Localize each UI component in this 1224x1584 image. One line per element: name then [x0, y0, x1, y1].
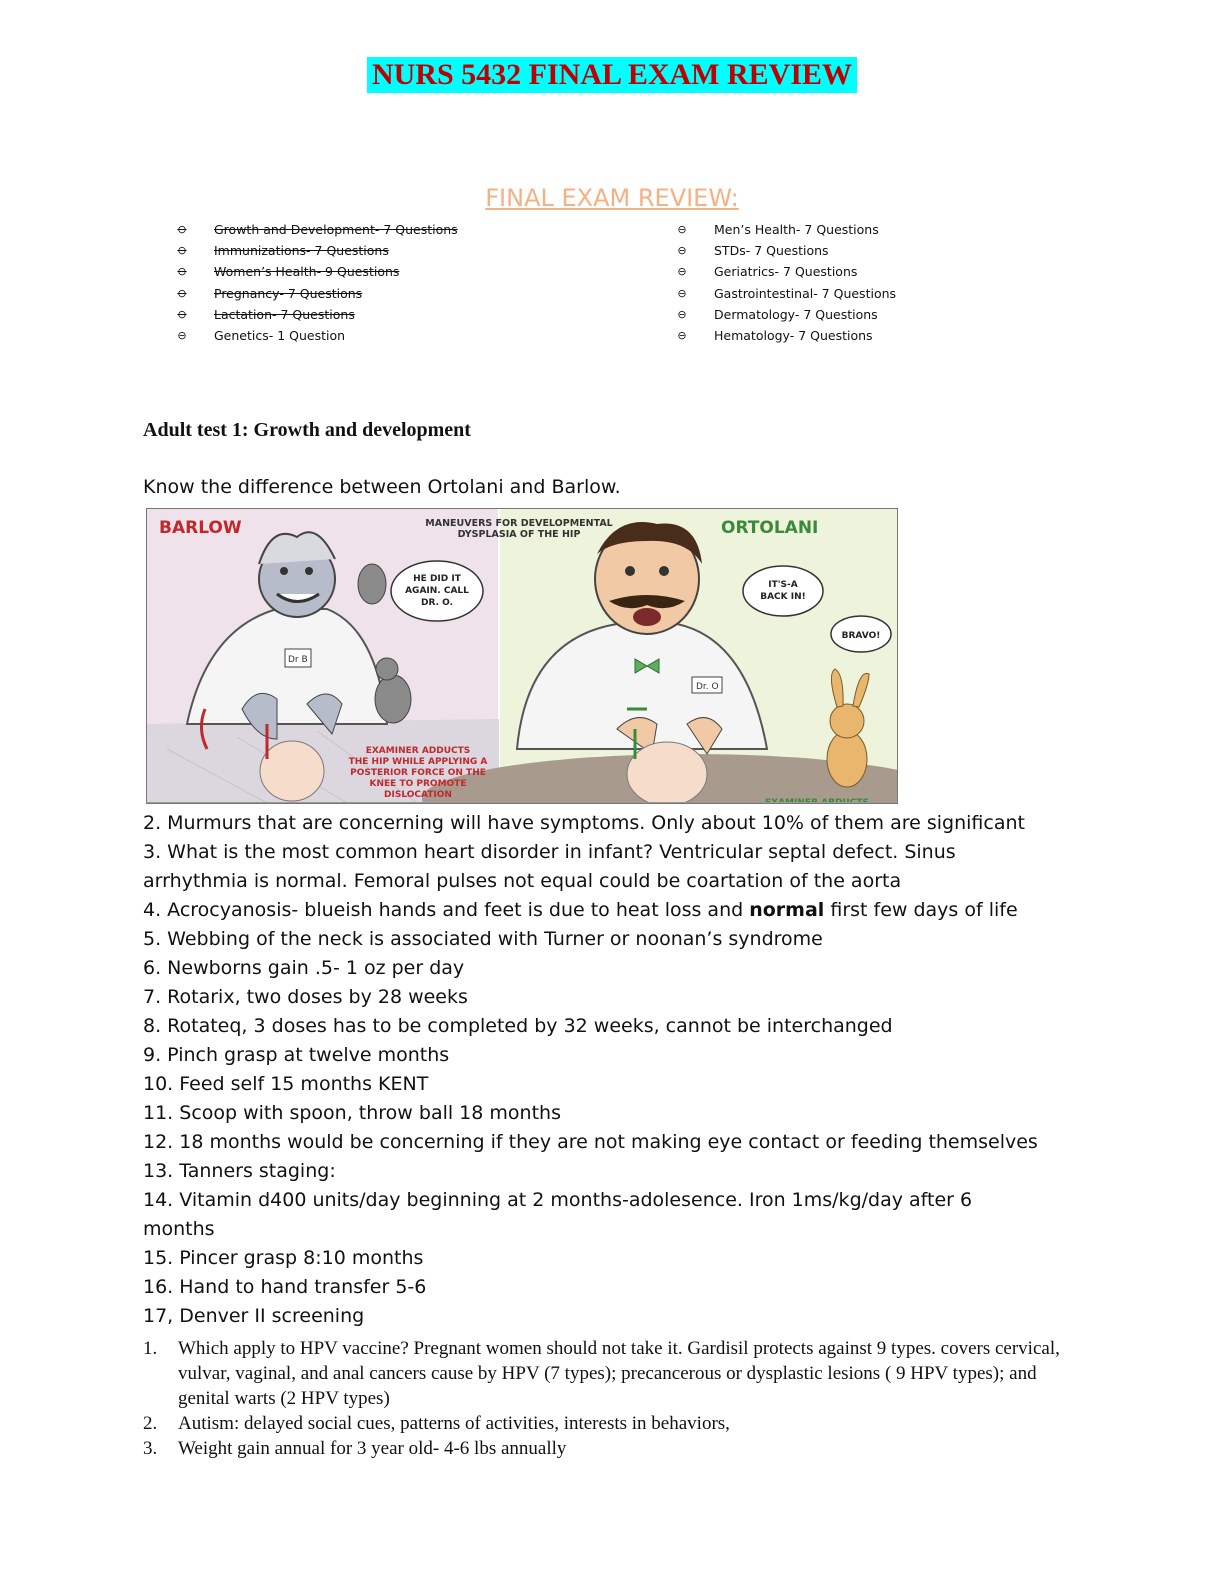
note-item: 12. 18 months would be concerning if they are not making eye contact or feeding themselves	[143, 1131, 1038, 1153]
topic-label: Men’s Health- 7 Questions	[714, 222, 879, 237]
bubble-ortolani-line-1: IT'S-A	[768, 580, 798, 590]
barlow-title: BARLOW	[159, 518, 242, 538]
bullet-icon: ⊖	[177, 328, 187, 342]
caption-barlow-1: EXAMINER ADDUCTS	[365, 746, 471, 756]
note-item: 16. Hand to hand transfer 5-6	[143, 1276, 427, 1298]
note-text: first few days of life	[824, 899, 1018, 921]
note-item: 5. Webbing of the neck is associated with Turner or noonan’s syndrome	[143, 928, 823, 950]
note-item: 6. Newborns gain .5- 1 oz per day	[143, 957, 465, 979]
bullet-icon: ⊖	[677, 265, 687, 279]
item-text: Weight gain annual for 3 year old- 4-6 lbs annually	[178, 1438, 567, 1459]
bullet-icon: ⊖	[177, 286, 187, 300]
note-text: 4. Acrocyanosis- blueish hands and feet is due to heat loss and	[143, 899, 750, 921]
bubble-barlow-line-3: DR. O.	[421, 598, 453, 608]
bubble-barlow-line-1: HE DID IT	[413, 574, 461, 584]
item-text: Which apply to HPV vaccine? Pregnant women should not take it. Gardisil protects against 9 types. covers cervical, vulvar, vaginal, and anal cancers cause by HPV (7 types); precancerous or dysplastic lesions ( 9 HPV types); and genital warts (2 HPV types)	[178, 1338, 1060, 1409]
topic-label: Lactation- 7 Questions	[214, 306, 355, 322]
bubble-ortolani-line-2: BACK IN!	[760, 592, 806, 602]
bullet-icon: ⊖	[677, 286, 687, 300]
item-number: 2.	[143, 1413, 158, 1434]
numbered-item	[143, 1411, 1073, 1436]
review-heading: FINAL EXAM REVIEW:	[485, 184, 739, 212]
caption-barlow-4: KNEE TO PROMOTE	[369, 779, 467, 789]
topic-label: Growth and Development- 7 Questions	[214, 222, 458, 237]
bubble-bunny: BRAVO!	[841, 631, 881, 641]
caption-barlow-3: POSTERIOR FORCE ON THE	[350, 768, 486, 778]
caption-barlow-5: DISLOCATION	[384, 790, 452, 800]
bullet-icon: ⊖	[177, 265, 187, 279]
topic-label: Geriatrics- 7 Questions	[714, 264, 858, 280]
hip-maneuver-illustration	[146, 508, 898, 804]
topic-label: Genetics- 1 Question	[214, 327, 346, 343]
note-item: 2. Murmurs that are concerning will have symptoms. Only about 10% of them are significant	[143, 812, 1025, 834]
badge-dr-b: Dr B	[288, 655, 308, 665]
item-number: 1.	[143, 1338, 158, 1359]
bubble-barlow-line-2: AGAIN. CALL	[405, 586, 469, 596]
note-item: 11. Scoop with spoon, throw ball 18 months	[143, 1102, 561, 1124]
notes-list	[143, 809, 1063, 1331]
note-item: 17, Denver II screening	[143, 1305, 365, 1327]
section-heading: Adult test 1: Growth and development	[143, 419, 471, 441]
note-emphasis: normal	[749, 899, 825, 921]
caption-ortolani: EXAMINER ABDUCTS	[765, 798, 869, 803]
topic-label: STDs- 7 Questions	[714, 243, 829, 259]
note-item: 8. Rotateq, 3 doses has to be completed by 32 weeks, cannot be interchanged	[143, 1015, 893, 1037]
numbered-item	[143, 1436, 1073, 1461]
note-item: 14. Vitamin d400 units/day beginning at 2 months-adolesence. Iron 1ms/kg/day after 6 months	[143, 1189, 973, 1240]
bullet-icon: ⊖	[677, 223, 687, 236]
topic-label: Pregnancy- 7 Questions	[214, 285, 363, 301]
bullet-icon: ⊖	[677, 307, 687, 321]
item-number: 3.	[143, 1438, 158, 1459]
title-block	[0, 57, 1224, 93]
comic-caption-2: DYSPLASIA OF THE HIP	[457, 529, 581, 540]
note-item: 7. Rotarix, two doses by 28 weeks	[143, 986, 468, 1008]
comic-caption-1: MANEUVERS FOR DEVELOPMENTAL	[425, 518, 613, 529]
note-item: 15. Pincer grasp 8:10 months	[143, 1247, 424, 1269]
ortolani-title: ORTOLANI	[721, 518, 819, 538]
topic-label: Dermatology- 7 Questions	[714, 306, 878, 322]
note-item: 9. Pinch grasp at twelve months	[143, 1044, 450, 1066]
topic-label: Immunizations- 7 Questions	[214, 243, 389, 259]
topic-label: Women’s Health- 9 Questions	[214, 264, 400, 280]
divider	[146, 802, 898, 803]
bullet-icon: ⊖	[177, 244, 187, 258]
bullet-icon: ⊖	[177, 307, 187, 321]
caption-barlow-2: THE HIP WHILE APPLYING A	[348, 757, 488, 767]
badge-dr-o: Dr. O	[696, 682, 719, 692]
bullet-icon: ⊖	[677, 244, 687, 258]
intro-text: Know the difference between Ortolani and Barlow.	[143, 476, 621, 498]
note-item: 10. Feed self 15 months KENT	[143, 1073, 429, 1095]
numbered-item	[143, 1336, 1073, 1411]
topic-label: Gastrointestinal- 7 Questions	[714, 285, 897, 301]
numbered-list	[143, 1336, 1073, 1461]
note-item: 13. Tanners staging:	[143, 1160, 336, 1182]
item-text: Autism: delayed social cues, patterns of activities, interests in behaviors,	[178, 1413, 730, 1434]
topic-label: Hematology- 7 Questions	[714, 327, 873, 343]
note-item: 3. What is the most common heart disorder in infant? Ventricular septal defect. Sinus arrhythmia is normal. Femoral pulses not equal could be coartation of the aorta	[143, 841, 956, 892]
note-item	[143, 896, 1063, 925]
bullet-icon: ⊖	[177, 223, 187, 236]
document-title: NURS 5432 FINAL EXAM REVIEW	[367, 57, 857, 93]
bullet-icon: ⊖	[677, 328, 687, 342]
